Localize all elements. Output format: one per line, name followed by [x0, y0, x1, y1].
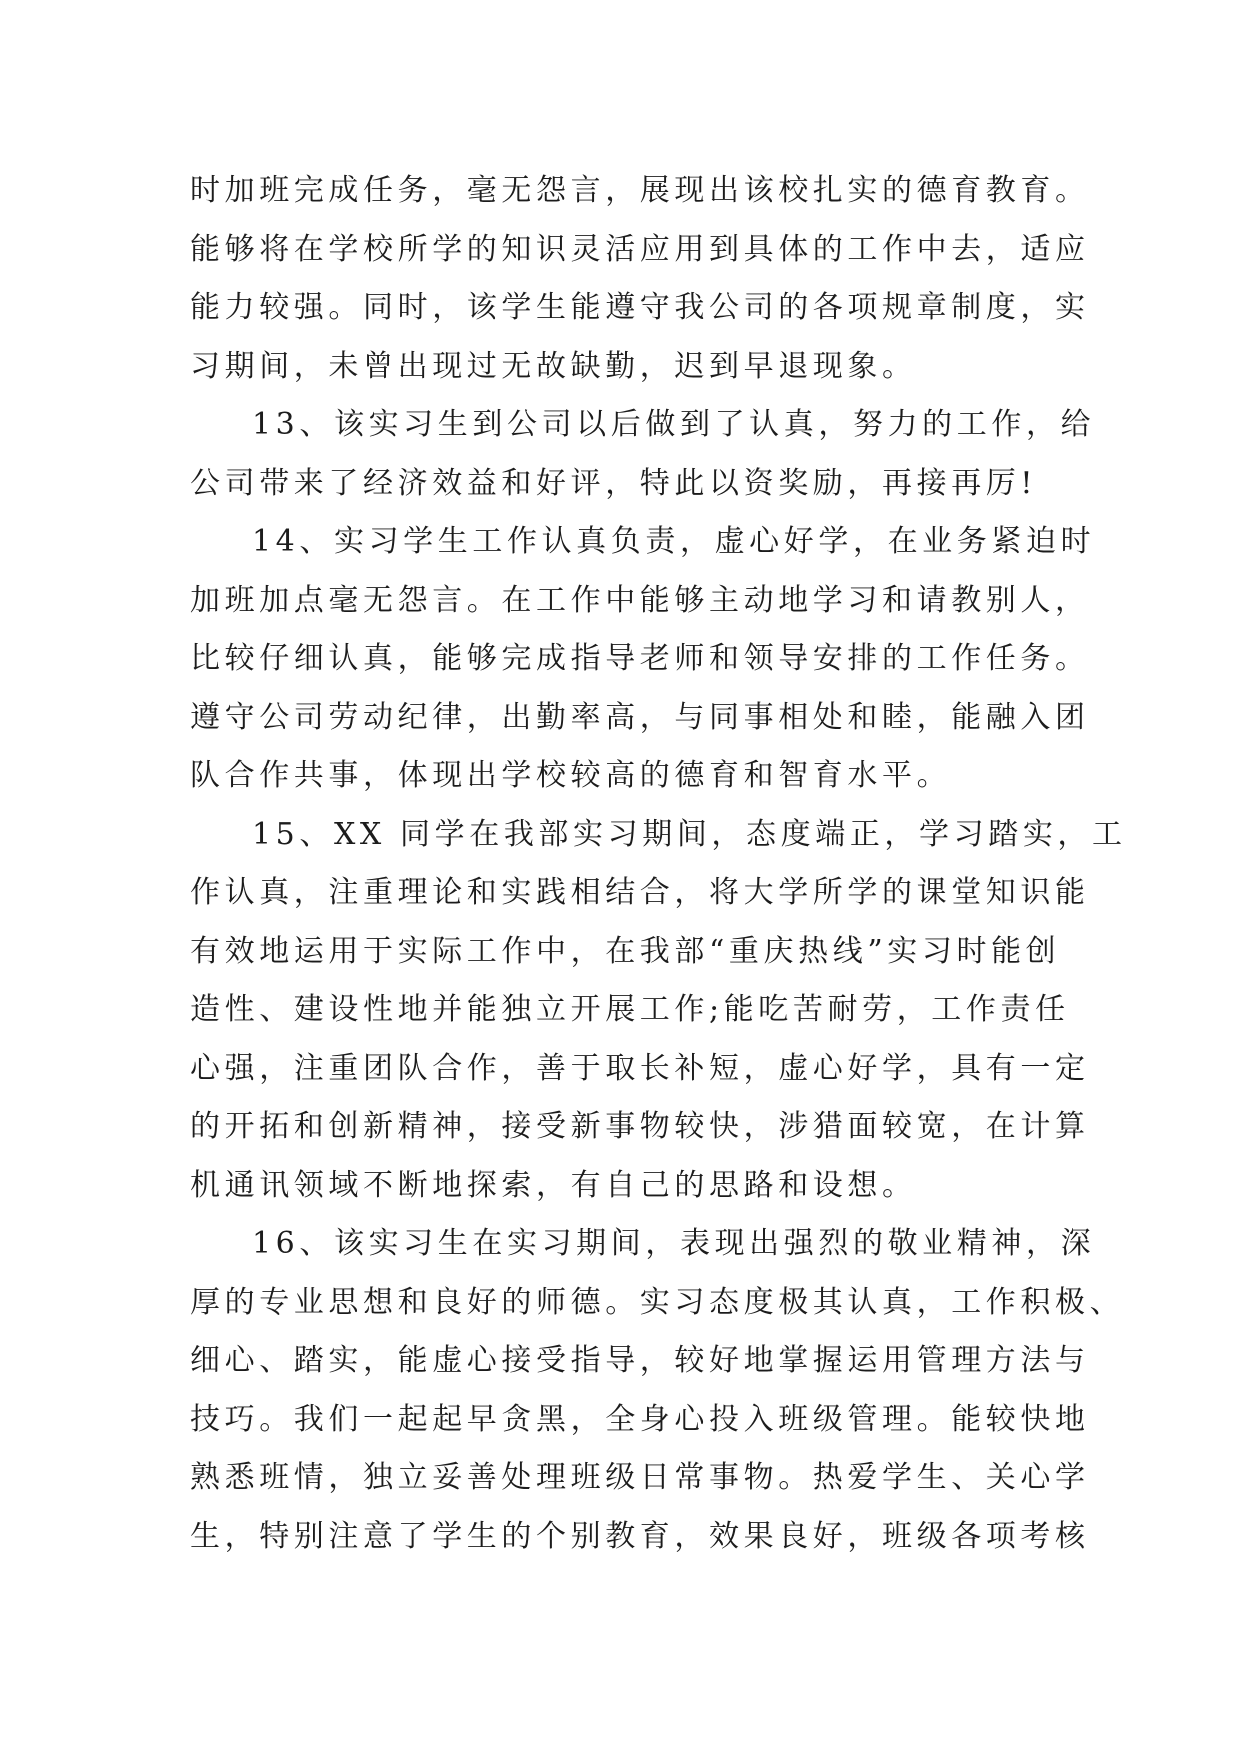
- paragraph-13-first-line: 13、该实习生到公司以后做到了认真，努力的工作，给: [252, 407, 1096, 442]
- text-line: 遵守公司劳动纪律，出勤率高，与同事相处和睦，能融入团: [190, 699, 1090, 735]
- text-line: 习期间，未曾出现过无故缺勤，迟到早退现象。: [190, 348, 917, 384]
- text-line: 心强，注重团队合作，善于取长补短，虚心好学，具有一定: [190, 1050, 1090, 1086]
- text-line: 能够将在学校所学的知识灵活应用到具体的工作中去，适应: [190, 231, 1090, 267]
- paragraph-15-first-line: 15、XX 同学在我部实习期间，态度端正，学习踏实，工: [252, 816, 1127, 852]
- text-line: 造性、建设性地并能独立开展工作;能吃苦耐劳，工作责任: [190, 992, 1070, 1027]
- text-line: 作认真，注重理论和实践相结合，将大学所学的课堂知识能: [190, 875, 1090, 910]
- text-line: 熟悉班情，独立妥善处理班级日常事物。热爱学生、关心学: [190, 1460, 1090, 1495]
- text-line: 机通讯领域不断地探索，有自己的思路和设想。: [190, 1167, 917, 1203]
- text-line: 队合作共事，体现出学校较高的德育和智育水平。: [190, 758, 952, 793]
- text-line: 细心、踏实，能虚心接受指导，较好地掌握运用管理方法与: [190, 1343, 1090, 1378]
- text-line: 生，特别注意了学生的个别教育，效果良好，班级各项考核: [190, 1518, 1090, 1554]
- text-line: 比较仔细认真，能够完成指导老师和领导安排的工作任务。: [190, 641, 1090, 676]
- paragraph-16-first-line: 16、该实习生在实习期间，表现出强烈的敬业精神，深: [252, 1226, 1096, 1261]
- text-line: 有效地运用于实际工作中，在我部“重庆热线”实习时能创: [190, 933, 1061, 969]
- text-line: 时加班完成任务，毫无怨言，展现出该校扎实的德育教育。: [190, 173, 1090, 208]
- text-line: 公司带来了经济效益和好评，特此以资奖励，再接再厉!: [190, 465, 1038, 501]
- document-body: [190, 162, 1127, 1566]
- text-line: 技巧。我们一起起早贪黑，全身心投入班级管理。能较快地: [190, 1401, 1090, 1437]
- text-line: 的开拓和创新精神，接受新事物较快，涉猎面较宽，在计算: [190, 1109, 1090, 1144]
- text-line: 加班加点毫无怨言。在工作中能够主动地学习和请教别人，: [190, 582, 1090, 618]
- paragraph-14-first-line: 14、实习学生工作认真负责，虚心好学，在业务紧迫时: [252, 524, 1096, 559]
- text-line: 厚的专业思想和良好的师德。实习态度极其认真，工作积极、: [190, 1284, 1125, 1320]
- text-line: 能力较强。同时，该学生能遵守我公司的各项规章制度，实: [190, 290, 1090, 325]
